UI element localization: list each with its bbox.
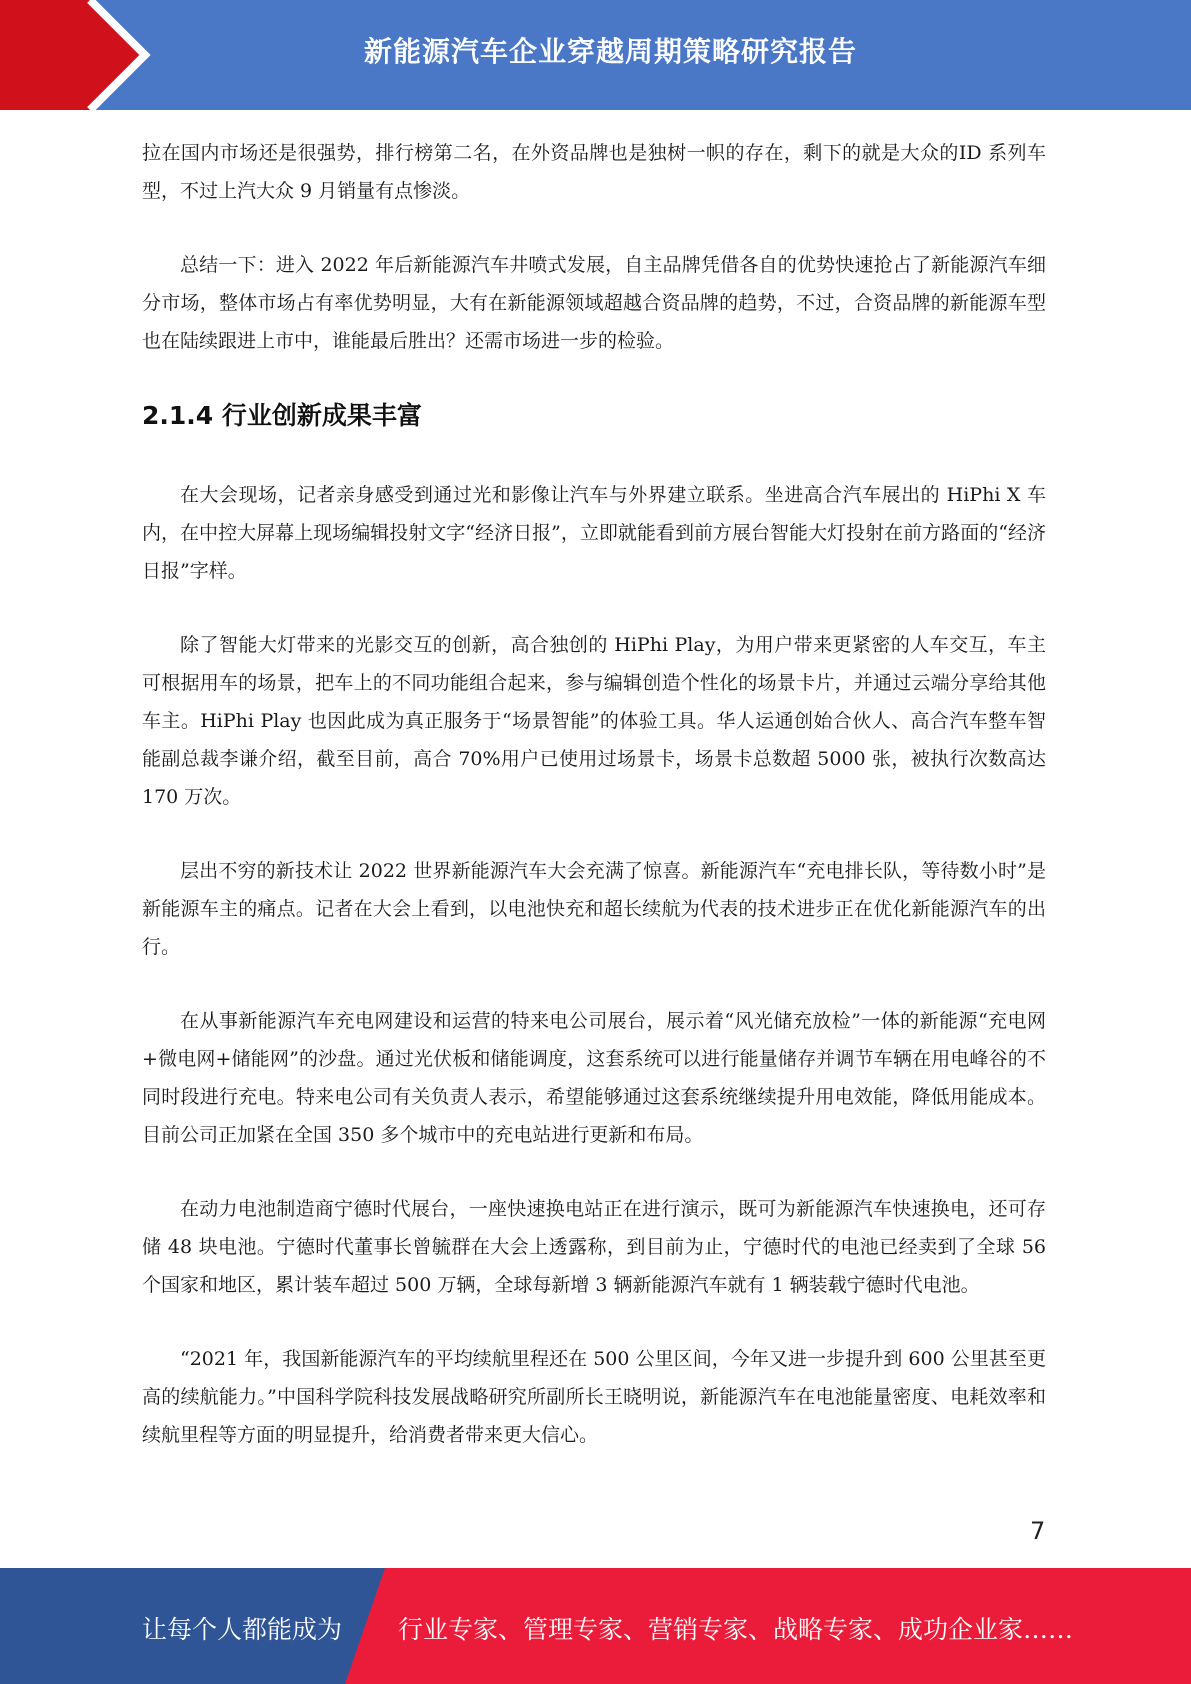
body-paragraph: “2021 年，我国新能源汽车的平均续航里程还在 500 公里区间，今年又进一步提升到 600 公里甚至更高的续航能力。”中国科学院科技发展战略研究所副所长王晓明说，新能源汽车在电池能量密度、电耗效率和续航里程等方面的明显提升，给消费者带来更大信心。 bbox=[142, 1348, 1046, 1446]
footer-slogan-right: 行业专家、管理专家、营销专家、战略专家、成功企业家…… bbox=[398, 1615, 1074, 1644]
header-title: 新能源汽车企业穿越周期策略研究报告 bbox=[363, 35, 857, 68]
body-paragraph: 在动力电池制造商宁德时代展台，一座快速换电站正在进行演示，既可为新能源汽车快速换电，还可存储 48 块电池。宁德时代董事长曾毓群在大会上透露称，到目前为止，宁德时代的电池已经卖到了全球 56 个国家和地区，累计装车超过 500 万辆，全球每新增 3 辆新能源汽车就有 1 辆装载宁德时代电池。 bbox=[142, 1198, 1046, 1296]
page-footer bbox=[0, 1568, 1191, 1684]
page-header bbox=[0, 0, 1191, 110]
footer-slogan-left: 让每个人都能成为 bbox=[142, 1615, 343, 1644]
section-heading: 2.1.4 行业创新成果丰富 bbox=[142, 401, 422, 430]
body-paragraph: 在大会现场，记者亲身感受到通过光和影像让汽车与外界建立联系。坐进高合汽车展出的 HiPhi X 车内，在中控大屏幕上现场编辑投射文字“经济日报”，立即就能看到前方展台智能大灯投射在前方路面的“经济日报”字样。 bbox=[142, 484, 1046, 582]
page-number: 7 bbox=[1030, 1517, 1046, 1545]
body-paragraph: 层出不穷的新技术让 2022 世界新能源汽车大会充满了惊喜。新能源汽车“充电排长队，等待数小时”是新能源车主的痛点。记者在大会上看到，以电池快充和超长续航为代表的技术进步正在优化新能源汽车的出行。 bbox=[142, 860, 1046, 958]
body-paragraph: 在从事新能源汽车充电网建设和运营的特来电公司展台，展示着“风光储充放检”一体的新能源“充电网+微电网+储能网”的沙盘。通过光伏板和储能调度，这套系统可以进行能量储存并调节车辆在用电峰谷的不同时段进行充电。特来电公司有关负责人表示，希望能够通过这套系统继续提升用电效能，降低用能成本。目前公司正加紧在全国 350 多个城市中的充电站进行更新和布局。 bbox=[142, 1010, 1046, 1146]
report-content bbox=[142, 134, 1046, 1490]
body-paragraph: 除了智能大灯带来的光影交互的创新，高合独创的 HiPhi Play，为用户带来更紧密的人车交互，车主可根据用车的场景，把车上的不同功能组合起来，参与编辑创造个性化的场景卡片，并通过云端分享给其他车主。HiPhi Play 也因此成为真正服务于“场景智能”的体验工具。华人运通创始合伙人、高合汽车整车智能副总裁李谦介绍，截至目前，高合 70%用户已使用过场景卡，场景卡总数超 5000 张，被执行次数高达 170 万次。 bbox=[142, 634, 1046, 808]
body-paragraph: 总结一下：进入 2022 年后新能源汽车井喷式发展，自主品牌凭借各自的优势快速抢占了新能源汽车细分市场，整体市场占有率优势明显，大有在新能源领域超越合资品牌的趋势，不过，合资品牌的新能源车型也在陆续跟进上市中，谁能最后胜出？还需市场进一步的检验。 bbox=[142, 254, 1046, 352]
body-paragraph: 拉在国内市场还是很强势，排行榜第二名，在外资品牌也是独树一帜的存在，剩下的就是大众的ID 系列车型，不过上汽大众 9 月销量有点惨淡。 bbox=[142, 142, 1046, 202]
